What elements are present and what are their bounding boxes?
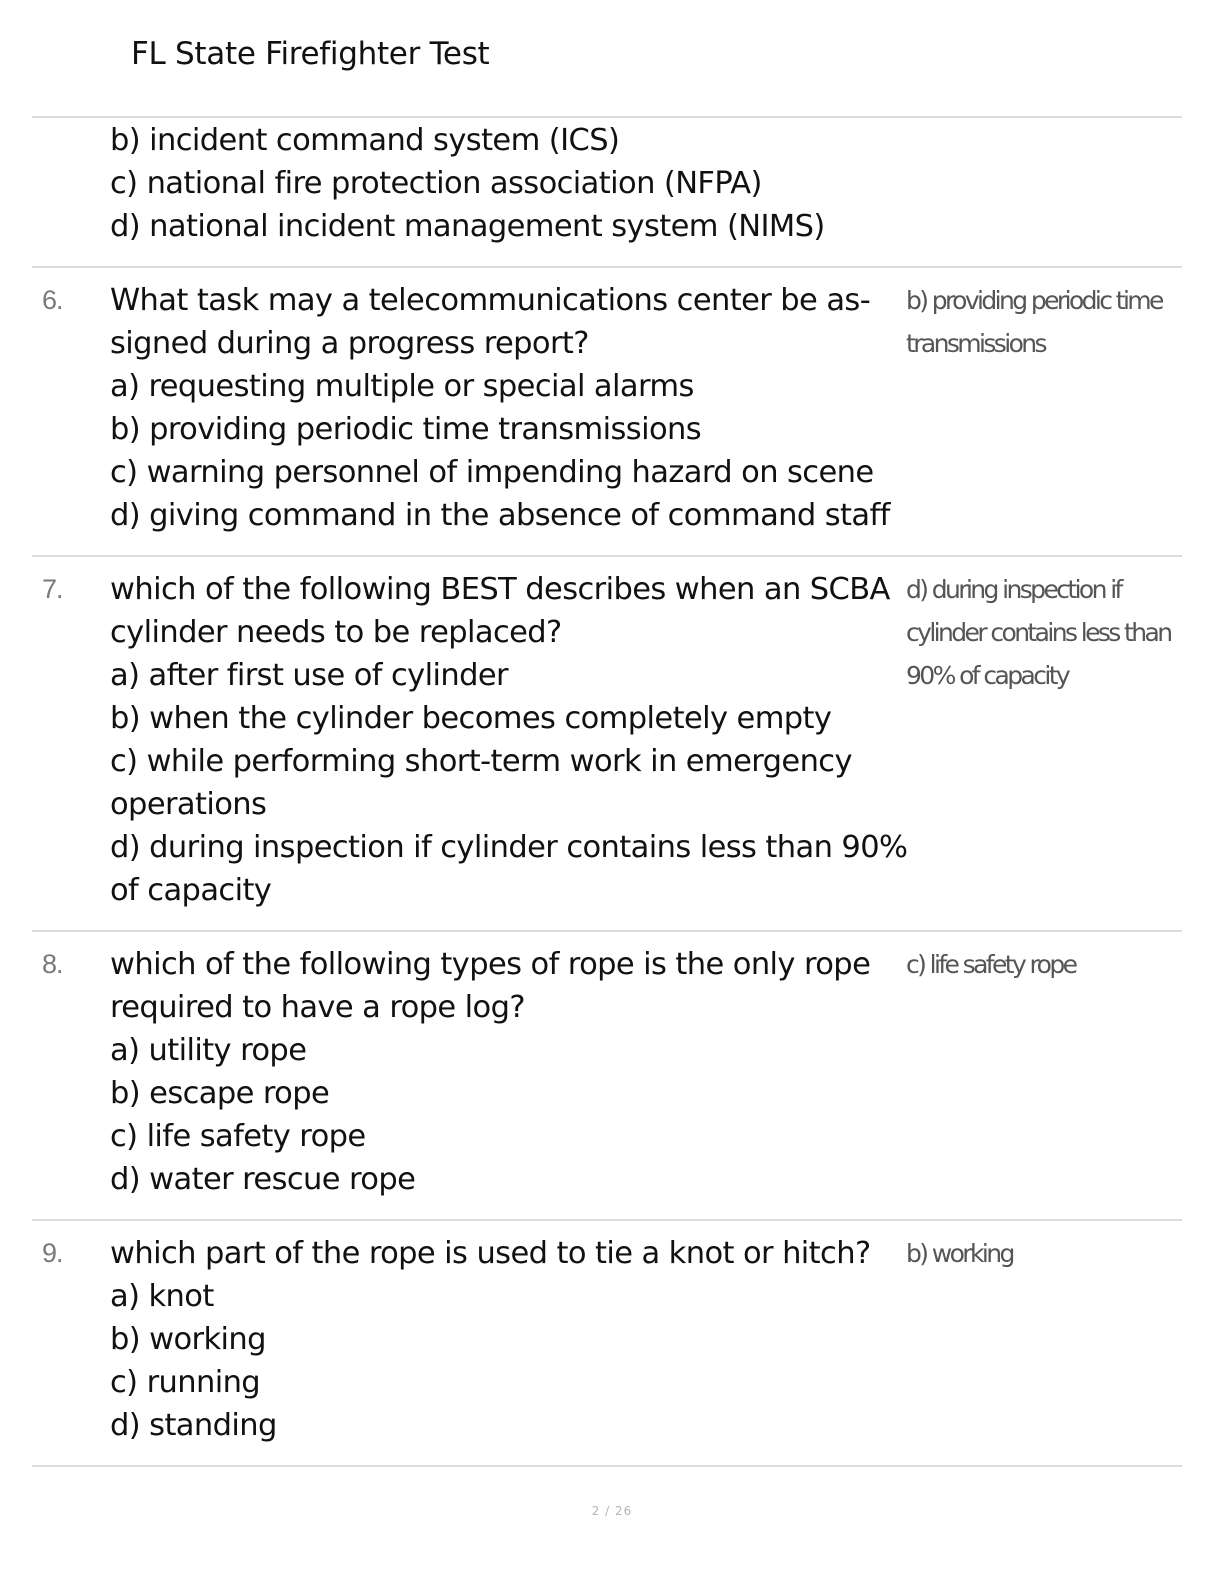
question-text	[110, 568, 908, 912]
answer-text	[906, 279, 1186, 365]
option-line: a) knot	[110, 1279, 214, 1314]
option-line: d) giving command in the absence of command staff	[110, 498, 890, 533]
answer-text	[906, 943, 1186, 986]
divider	[32, 116, 1182, 118]
option-line: c) life safety rope	[110, 1119, 366, 1154]
question-number: 9.	[42, 1238, 63, 1268]
answer-line: b) working	[906, 1239, 1013, 1268]
question-text	[110, 943, 900, 1201]
option-line: b) working	[110, 1322, 266, 1357]
option-line: d) national incident management system (NIMS)	[110, 209, 825, 244]
option-line: c) while performing short-term work in emergency	[110, 744, 852, 779]
option-line: d) during inspection if cylinder contains less than 90%	[110, 830, 908, 865]
option-line: c) national fire protection association (NFPA)	[110, 166, 762, 201]
option-line: a) requesting multiple or special alarms	[110, 369, 694, 404]
answer-line: d) during inspection if	[906, 575, 1121, 604]
answer-line: b) providing periodic time	[906, 286, 1162, 315]
answer-line: c) life safety rope	[906, 950, 1076, 979]
option-line: b) incident command system (ICS)	[110, 123, 620, 158]
option-line: a) utility rope	[110, 1033, 307, 1068]
option-line: a) after first use of cylinder	[110, 658, 508, 693]
option-line: d) water rescue rope	[110, 1162, 416, 1197]
divider	[32, 555, 1182, 557]
divider	[32, 1465, 1182, 1467]
question-number: 8.	[42, 949, 63, 979]
page-number: 2 / 26	[591, 1504, 633, 1518]
divider	[32, 266, 1182, 268]
option-line: d) standing	[110, 1408, 277, 1443]
divider	[32, 930, 1182, 932]
answer-line: cylinder contains less than	[906, 618, 1171, 647]
divider	[32, 1219, 1182, 1221]
option-line: c) warning personnel of impending hazard on scene	[110, 455, 874, 490]
answer-text	[906, 1232, 1186, 1275]
answer-text	[906, 568, 1186, 697]
option-line: b) escape rope	[110, 1076, 330, 1111]
option-line: c) running	[110, 1365, 261, 1400]
option-line: b) providing periodic time transmissions	[110, 412, 702, 447]
document-title: FL State Firefighter Test	[131, 36, 490, 72]
question-text	[110, 279, 900, 537]
question-text	[110, 1232, 900, 1447]
question-number: 6.	[42, 285, 63, 315]
question-line: which of the following types of rope is the only rope	[110, 947, 871, 982]
continued-options-text	[110, 119, 900, 248]
question-number: 7.	[42, 574, 63, 604]
question-line: which of the following BEST describes when an SCBA	[110, 572, 890, 607]
question-line: cylinder needs to be replaced?	[110, 615, 562, 650]
answer-line: transmissions	[906, 329, 1045, 358]
question-line: which part of the rope is used to tie a knot or hitch?	[110, 1236, 871, 1271]
question-line: What task may a telecommunications center be as-	[110, 283, 871, 318]
option-line: b) when the cylinder becomes completely empty	[110, 701, 832, 736]
answer-line: 90% of capacity	[906, 661, 1069, 690]
question-line: required to have a rope log?	[110, 990, 525, 1025]
option-line: of capacity	[110, 873, 272, 908]
question-line: signed during a progress report?	[110, 326, 589, 361]
option-line: operations	[110, 787, 267, 822]
